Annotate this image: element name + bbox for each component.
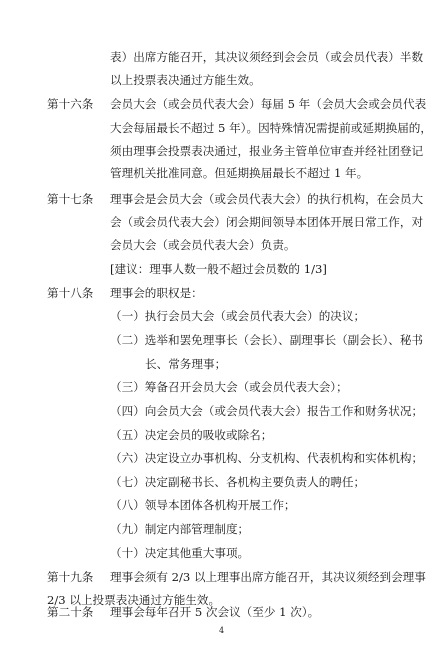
article-17-suggestion: [建议：理事人数一般不超过会员数的 1/3]	[110, 262, 327, 276]
article-16-line: 会员大会（或会员代表大会）每届 5 年（会员大会或会员代表	[110, 97, 427, 111]
article-18-intro: 理事会的职权是：	[110, 286, 203, 300]
article-17-line: 理事会是会员大会（或会员代表大会）的执行机构，在会员大	[110, 192, 424, 206]
list-item: （十）决定其他重大事项。	[110, 546, 250, 560]
article-16-line: 大会每届最长不超过 5 年）。因特殊情况需提前或延期换届的，	[110, 121, 432, 135]
list-item: （三）筹备召开会员大会（或会员代表大会）；	[110, 380, 348, 394]
article-16-line: 管理机关批准同意。但延期换届最长不超过 1 年。	[110, 166, 369, 180]
article-20-label: 第二十条	[47, 605, 94, 619]
article-19-line: 2/3 以上投票表决通过方能生效。	[47, 593, 221, 607]
list-item: （四）向会员大会（或会员代表大会）报告工作和财务状况；	[110, 404, 424, 418]
paragraph-line: 表）出席方能召开，其决议须经到会会员（或会员代表）半数	[110, 50, 424, 64]
list-item: （八）领导本团体各机构开展工作；	[110, 498, 296, 512]
article-16-line: 须由理事会投票表决通过，报业务主管单位审查并经社团登记	[110, 144, 424, 158]
article-16-label: 第十六条	[47, 97, 94, 111]
article-19-line: 理事会须有 2/3 以上理事出席方能召开，其决议须经到会理事	[110, 570, 426, 584]
article-17-label: 第十七条	[47, 192, 94, 206]
article-19-label: 第十九条	[47, 570, 94, 584]
list-item: （五）决定会员的吸收或除名；	[110, 428, 273, 442]
article-17-line: 会（或会员代表大会）闭会期间领导本团体开展日常工作，对	[110, 215, 424, 229]
page-number: 4	[219, 626, 225, 635]
list-item: （六）决定设立办事机构、分支机构、代表机构和实体机构；	[110, 451, 424, 465]
list-item: （一）执行会员大会（或会员代表大会）的决议；	[110, 309, 366, 323]
article-17-line: 会员大会（或会员代表大会）负责。	[110, 238, 296, 252]
paragraph-line: 以上投票表决通过方能生效。	[110, 73, 261, 87]
article-18-label: 第十八条	[47, 286, 94, 300]
list-item-continuation: 长、常务理事；	[145, 357, 227, 371]
article-20-line: 理事会每年召开 5 次会议（至少 1 次）。	[110, 605, 320, 619]
list-item: （九）制定内部管理制度；	[110, 522, 250, 536]
list-item: （二）选举和罢免理事长（会长）、副理事长（副会长）、秘书	[110, 333, 424, 347]
list-item: （七）决定副秘书长、各机构主要负责人的聘任；	[110, 475, 366, 489]
